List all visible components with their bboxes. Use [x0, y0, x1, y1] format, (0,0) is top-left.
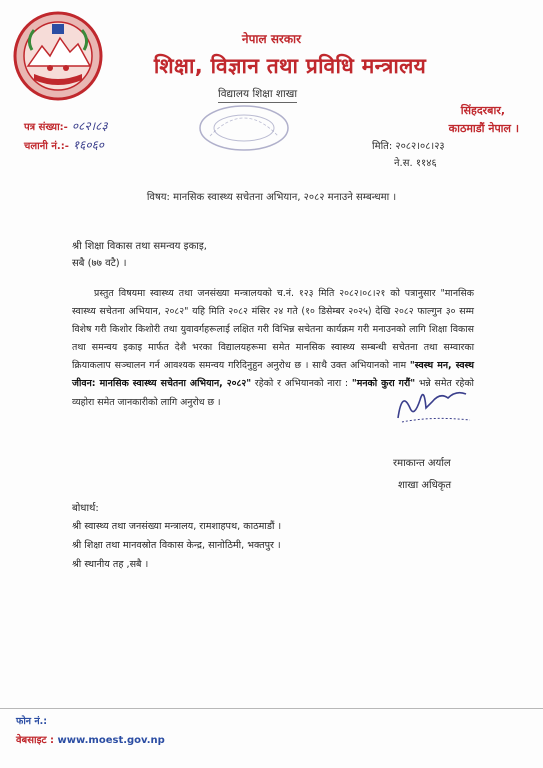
address-line-2: काठमाडौं नेपाल ।	[448, 122, 519, 135]
cc-item: श्री स्वास्थ्य तथा जनसंख्या मन्त्रालय, रामशाहपथ, काठमाडौं ।	[72, 521, 282, 532]
cc-item: श्री शिक्षा तथा मानवस्रोत विकास केन्द्र, सानोठिमी, भक्तपुर ।	[72, 540, 281, 551]
website-link[interactable]: www.moest.gov.np	[57, 735, 165, 746]
office-stamp-icon	[196, 102, 292, 154]
government-title: नेपाल सरकार	[241, 32, 302, 46]
footer-website	[16, 732, 165, 746]
recipient-line-2: सबै (७७ वटै) ।	[72, 258, 127, 269]
dispatch-label: चलानी नं.:-	[24, 141, 69, 152]
footer-divider	[0, 708, 543, 709]
recipient-line-1: श्री शिक्षा विकास तथा समन्वय इकाइ,	[72, 241, 207, 252]
signer-title: शाखा अधिकृत	[398, 480, 452, 491]
ministry-title: शिक्षा, विज्ञान तथा प्रविधि मन्त्रालय	[153, 54, 427, 78]
section-title: विद्यालय शिक्षा शाखा	[218, 87, 297, 103]
footer-phone-label: फोन नं.:	[16, 716, 48, 727]
letter-number	[24, 117, 108, 134]
letter-number-value: ०८२।८३	[71, 119, 108, 133]
website-label: वेबसाइट :	[16, 735, 55, 746]
campaign-name: "स्वस्थ मन, स्वस्थ जीवन: मानसिक स्वास्थ्य सचेतना अभियान, २०८२"	[72, 360, 474, 390]
cc-item: श्री स्थानीय तह ,सबै ।	[72, 559, 149, 570]
letter-subject: विषय: मानसिक स्वास्थ्य सचेतना अभियान, २०८२ मनाउने सम्बन्धमा ।	[146, 192, 397, 203]
nepal-samvat-date: ने.स. ११४६	[394, 158, 437, 169]
letter-date: मिति: २०८२।०८।२३	[372, 141, 445, 152]
dispatch-value: १६०६०	[72, 138, 105, 152]
body-text-2: रहेको र अभियानको नारा :	[251, 378, 352, 390]
cc-heading: बोधार्थ:	[72, 503, 99, 514]
nepal-emblem-icon	[12, 10, 104, 102]
address-line-1: सिंहदरबार,	[460, 104, 505, 117]
signature-icon	[392, 378, 472, 428]
campaign-slogan: "मनको कुरा गरौं"	[351, 378, 416, 390]
dispatch-number	[24, 136, 104, 153]
body-text-3: भन्ने समेत रहेको व्यहोरा समेत जानकारीको लागि अनुरोध छ ।	[72, 378, 474, 408]
letter-number-label: पत्र संख्या:-	[24, 122, 68, 133]
signer-name: रमाकान्त अर्याल	[393, 458, 451, 469]
body-text-1: प्रस्तुत विषयमा स्वास्थ्य तथा जनसंख्या मन्त्रालयको च.नं. १२३ मिति २०८२।०८।२१ को पत्रानुसार "मानसिक स्वास्थ्य सचेतना अभियान, २०८२" यहि मिति २०८२ मंसिर २४ गते (१० डिसेम्बर २०२५) देखि २०८२ फाल्गुन ३० सम्म विशेष गरी किशोर किशोरी तथा युवावर्गहरूलाई लक्षित गरी विभिन्न सचेतना कार्यक्रम गरी मनाउनको लागि शिक्षा विकास तथा समन्वय इकाइ मार्फत देशै भरका विद्यालयहरूमा समेत मानसिक स्वास्थ्य सम्बन्धी सचेतना तथा सम्वारका क्रियाकलाप सञ्चालन गर्न आवश्यक समन्वय गरिदिनुहुन अनुरोध छ । साथै उक्त अभियानको नाम	[72, 288, 474, 372]
